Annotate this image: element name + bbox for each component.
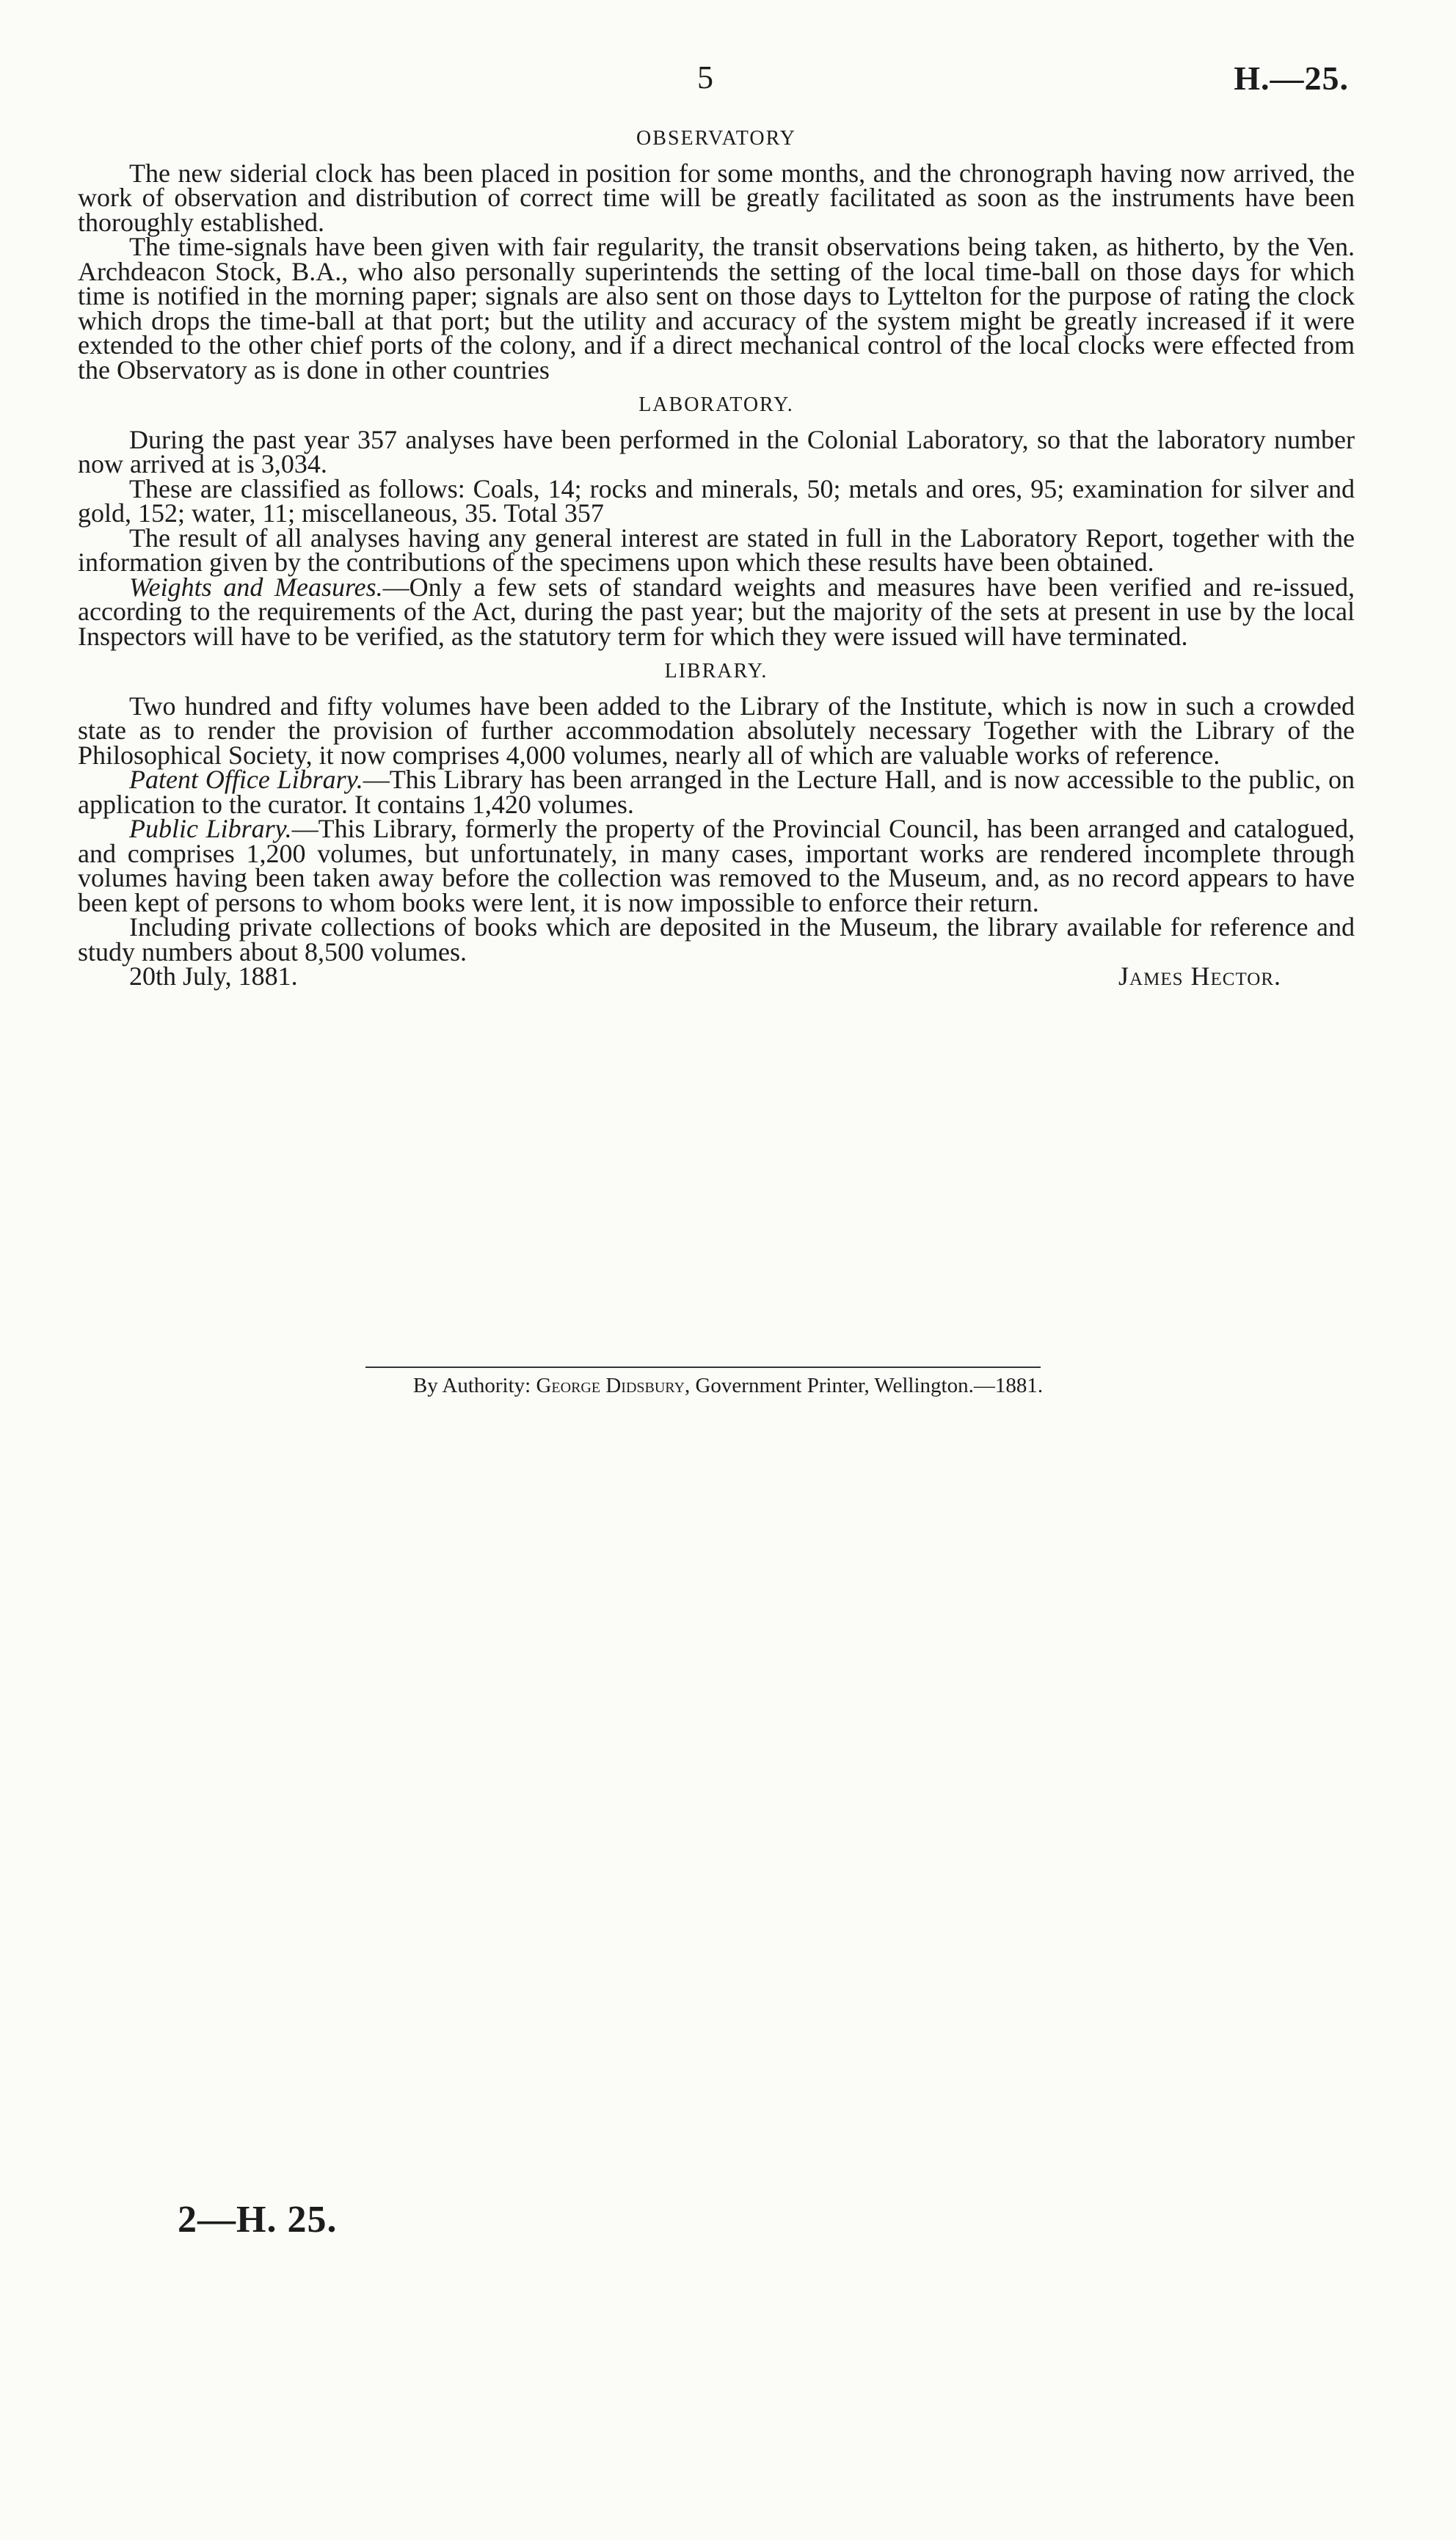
- paragraph-text: —This Library, formerly the property of the Provincial Council, has been arranged and catalogued, and comprises 1,200 volumes, but unfortunately, in many cases, important works are rendered incomplete through volumes having been taken away before the collection was removed to the Museum, and, as no record appears to have been kept of persons to whom books were lent, it is now impossible to enforce their return.: [78, 814, 1355, 917]
- imprint-suffix: Government Printer, Wellington.—1881.: [695, 1374, 1044, 1397]
- imprint-prefix: By Authority:: [412, 1374, 531, 1397]
- run-in-title: Public Library.: [129, 814, 292, 843]
- laboratory-heading: LABORATORY.: [638, 393, 794, 416]
- signer-name: James Hector.: [1118, 961, 1281, 991]
- library-heading: LIBRARY.: [664, 660, 768, 683]
- public-library-paragraph: [78, 814, 1355, 917]
- document-reference: H.—25.: [1234, 59, 1349, 97]
- patent-office-library-paragraph: [78, 765, 1355, 819]
- laboratory-paragraph: These are classified as follows: Coals, 14; rocks and minerals, 50; metals and ores, 95; examination for silver and gold, 152; water, 11; miscellaneous, 35. Total 357: [78, 473, 1355, 528]
- laboratory-paragraph: During the past year 357 analyses have been performed in the Colonial Laboratory, so that the laboratory number now arrived at is 3,034.: [78, 424, 1355, 478]
- library-paragraph: Two hundred and fifty volumes have been added to the Library of the Institute, which is now in such a crowded state as to render the provision of further accommodation absolutely necessary Together with the Library of the Philosophical Society, it now comprises 4,000 volumes, nearly all of which are valuable works of reference.: [78, 691, 1355, 770]
- report-body: [78, 126, 1355, 989]
- paragraph-text: —Only a few sets of standard weights and measures have been verified and re-issued, according to the requirements of the Act, during the past year; but the majority of the sets at present in use by the local Inspectors will have to be verified, as the statutory term for which they were issued will have terminated.: [78, 572, 1355, 651]
- signoff: [78, 961, 1355, 991]
- paragraph-text: —This Library has been arranged in the Lecture Hall, and is now accessible to the public, on application to the curator. It contains 1,420 volumes.: [78, 765, 1355, 819]
- printer-name: George Didsbury,: [536, 1374, 691, 1397]
- page-number: 5: [697, 59, 713, 95]
- observatory-paragraph: The new siderial clock has been placed in position for some months, and the chronograph having now arrived, the work of observation and distribution of correct time will be greatly facilitated as soon as the instruments have been thoroughly established.: [78, 158, 1355, 237]
- printer-imprint: [0, 1374, 1456, 1398]
- signoff-date: 20th July, 1881.: [129, 961, 298, 991]
- weights-measures-paragraph: [78, 572, 1355, 651]
- run-in-title: Weights and Measures.: [129, 572, 383, 602]
- run-in-title: Patent Office Library.: [129, 765, 363, 794]
- footer-reference: 2—H. 25.: [178, 2199, 338, 2241]
- observatory-heading: OBSERVATORY: [636, 127, 796, 150]
- observatory-paragraph: The time-signals have been given with fair regularity, the transit observations being taken, as hitherto, by the Ven. Archdeacon Stock, B.A., who also personally superintends the setting of the local time-ball on those days for which time is notified in the morning paper; signals are also sent on those days to Lyttelton for the purpose of rating the clock which drops the time-ball at that port; but the utility and accuracy of the system might be greatly increased if it were extended to the other chief ports of the colony, and if a direct mechanical control of the local clocks were effected from the Observatory as is done in other countries: [78, 232, 1355, 385]
- imprint-rule: [365, 1367, 1041, 1368]
- library-paragraph: Including private collections of books which are deposited in the Museum, the library available for reference and study numbers about 8,500 volumes.: [78, 912, 1355, 967]
- laboratory-paragraph: The result of all analyses having any general interest are stated in full in the Laboratory Report, together with the information given by the contributions of the specimens upon which these results have been obtained.: [78, 523, 1355, 577]
